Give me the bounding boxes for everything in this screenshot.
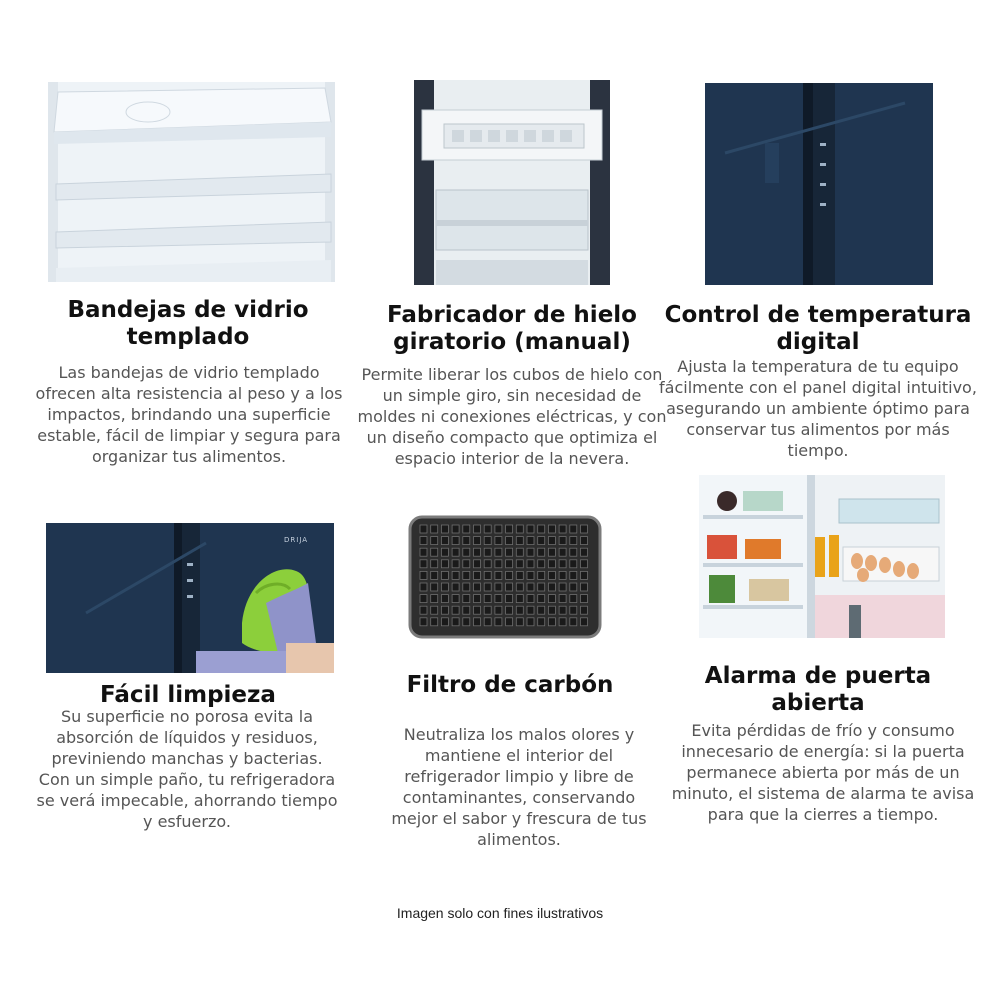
feature-description: Las bandejas de vidrio templado ofrecen alta resistencia al peso y a los impactos, brindando una superficie estable, fácil de limpiar y segura para organizar tus alimentos. <box>35 363 343 466</box>
cleaning-photo <box>46 523 334 673</box>
feature-description: Permite liberar los cubos de hielo con un simple giro, sin necesidad de moldes ni conexiones eléctricas, y con un diseño compacto que optimiza el espacio interior de la nevera. <box>357 365 667 468</box>
digital-panel-photo <box>705 83 933 285</box>
feature-title: Alarma de puerta abierta <box>704 663 932 716</box>
feature-title: Fácil limpieza <box>100 682 276 708</box>
open-fridge-photo <box>699 475 945 638</box>
feature-description: Ajusta la temperatura de tu equipo fácilmente con el panel digital intuitivo, asegurando un ambiente óptimo para conservar tus alimentos por más tiempo. <box>659 357 977 460</box>
feature-description: Evita pérdidas de frío y consumo innecesario de energía: si la puerta permanece abierta por más de un minuto, el sistema de alarma te avisa para que la cierres a tiempo. <box>671 721 975 824</box>
carbon-filter-photo <box>408 515 602 639</box>
feature-description: Neutraliza los malos olores y mantiene el interior del refrigerador limpio y libre de contaminantes, conservando mejor el sabor y frescura de tus alimentos. <box>391 725 647 849</box>
glass-shelves-photo <box>48 82 335 282</box>
feature-title: Control de temperatura digital <box>664 302 972 355</box>
feature-title: Bandejas de vidrio templado <box>67 297 309 350</box>
brand-mark: DRIJA <box>284 536 309 544</box>
ice-maker-photo <box>414 80 610 285</box>
feature-title: Fabricador de hielo giratorio (manual) <box>387 302 637 355</box>
disclaimer-footnote: Imagen solo con fines ilustrativos <box>396 905 604 921</box>
feature-title: Filtro de carbón <box>406 672 614 698</box>
feature-description: Su superficie no porosa evita la absorción de líquidos y residuos, previniendo manchas y bacterias. Con un simple paño, tu refrigeradora se verá impecable, ahorrando tiempo y esfuerzo. <box>36 707 338 831</box>
